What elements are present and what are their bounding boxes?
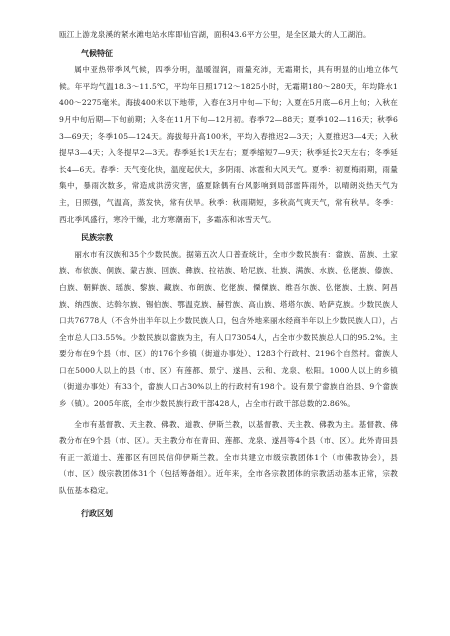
religion-paragraph: 全市有基督教、天主教、佛教、道教、伊斯兰教，以基督教、天主教、佛教为主。基督教、佛教分布在9个县（市、区）。天主教分布在青田、莲都、龙泉、遂昌等4个县（市、区）。此外青田县有正一派道士、莲都区有回民信仰伊斯兰教。全市共建立市级宗教团体1个（市佛教协会），县（市、区）级宗教团体31个（包括筹备组）。近年来，全市各宗教团体的宗教活动基本正常，宗教队伍基本稳定。 bbox=[59, 419, 398, 496]
section-heading-ethnicity-religion: 民族宗教 bbox=[81, 233, 113, 243]
section-heading-climate: 气候特征 bbox=[81, 48, 113, 58]
climate-paragraph: 属中亚热带季风气候，四季分明，温暖湿润，雨量充沛，无霜期长，具有明显的山地立体气候。年平均气温18.3～11.5℃，平均年日照1712～1825小时，无霜期180～280天，年均降水1400～2275毫米。海拔400米以下地带，入春在3月中旬—下旬；入夏在5月底—6月上旬；入秋在9月中旬后期—下旬前期；入冬在11月下旬—12月初。春季72—88天；夏季102—116天；秋季63—69天；冬季105—124天。海拔每升高100米，平均入春推迟2—3天；入夏推迟3—4天；入秋提早3—4天；入冬提早2—3天。春季延长1天左右；夏季缩短7—9天；秋季延长2天左右；冬季延长4—6天。春季：天气变化快，温度起伏大，多阴雨、冰雹和大风天气。夏季：初夏梅雨期，雨量集中，暴雨次数多，常造成洪涝灾害，盛夏除偶有台风影响到局部雷阵雨外，以晴朗炎热天气为主，日照强，气温高，蒸发快，常有伏旱。秋季：秋雨期短，多秋高气爽天气，常有秋旱。冬季：西北季风盛行，寒冷干燥，北方寒潮南下，多霜冻和冰雪天气。 bbox=[59, 65, 398, 224]
section-heading-administrative-division: 行政区划 bbox=[81, 508, 113, 518]
intro-paragraph: 瓯江上游龙泉溪的紧水滩电站水库即仙宫湖，面积43.6平方公里，是全区最大的人工湖泊。 bbox=[59, 30, 371, 39]
ethnicity-paragraph: 丽水市有汉族和35个少数民族。据第五次人口普查统计，全市少数民族有：畲族、苗族、土家族、布依族、侗族、蒙古族、回族、彝族、拉祜族、哈尼族、壮族、满族、水族、仫佬族、傣族、白族、朝鲜族、瑶族、黎族、藏族、布朗族、仡佬族、傈僳族、维吾尔族、仫佬族、土族、阿昌族、纳西族、达斡尔族、锡伯族、鄂温克族、赫哲族、高山族、塔塔尔族、哈萨克族。少数民族人口共76778人（不含外出半年以上少数民族人口，包含外地来丽水经商半年以上少数民族人口），占全市总人口3.55%。少数民族以畲族为主，有人口73054人，占全市少数民族总人口的95.2%。主要分布在9个县（市、区）的176个乡镇（街道办事处）、1283个行政村、2196个自然村。畲族人口在5000人以上的县（市、区）有莲都、景宁、遂昌、云和、龙泉、松阳。1000人以上的乡镇（街道办事处）有33个，畲族人口占30%以上的行政村有198个。设有景宁畲族自治县、9个畲族乡（镇）。2005年底，全市少数民族行政干部428人，占全市行政干部总数的2.86%。 bbox=[59, 249, 398, 409]
